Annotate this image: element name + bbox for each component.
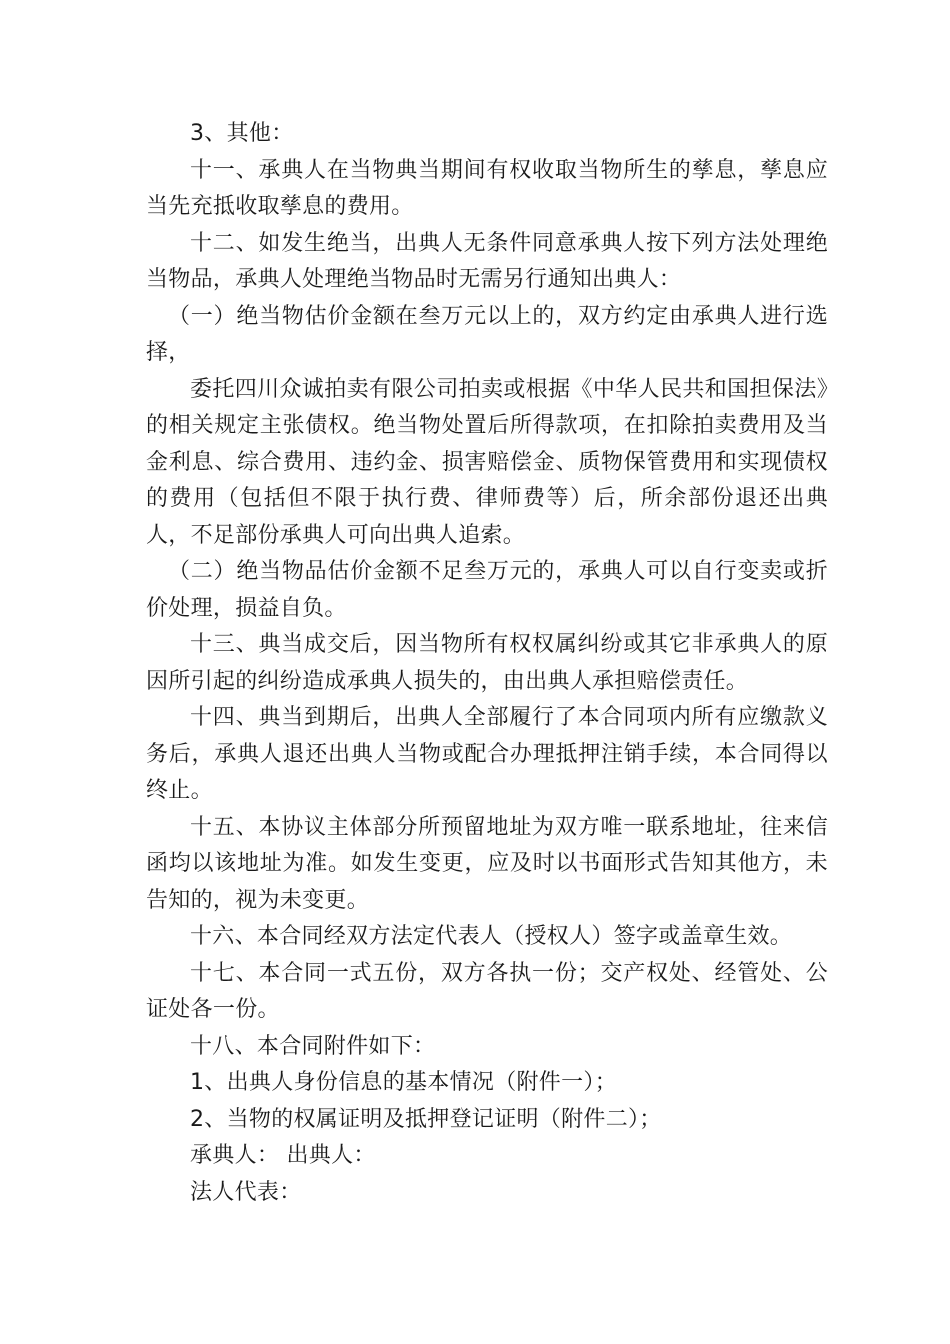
clause-13: 十三、典当成交后，因当物所有权权属纠纷或其它非承典人的原因所引起的纠纷造成承典人损失的，由出典人承担赔偿责任。: [146, 632, 828, 694]
clause-17: 十七、本合同一式五份，双方各执一份；交产权处、经管处、公证处各一份。: [146, 960, 828, 1022]
clause-11: 十一、承典人在当物典当期间有权收取当物所生的孳息，孳息应当先充抵收取孳息的费用。: [146, 157, 828, 219]
legal-representative: 法人代表：: [190, 1179, 302, 1205]
section-other-heading: 3、其他：: [190, 121, 294, 146]
clause-12-item-2: （二）绝当物品估价金额不足叁万元的，承典人可以自行变卖或折价处理，损益自负。: [146, 559, 828, 621]
signature-parties: 承典人： 出典人：: [190, 1143, 376, 1168]
clause-15: 十五、本协议主体部分所预留地址为双方唯一联系地址，往来信函均以该地址为准。如发生变更，应及时以书面形式告知其他方，未告知的，视为未变更。: [146, 814, 828, 913]
attachment-2: 2、当物的权属证明及抵押登记证明（附件二）；: [190, 1106, 662, 1132]
clause-16: 十六、本合同经双方法定代表人（授权人）签字或盖章生效。: [190, 924, 793, 949]
clause-12-item-1-detail: 委托四川众诚拍卖有限公司拍卖或根据《中华人民共和国担保法》的相关规定主张债权。绝当物处置后所得款项，在扣除拍卖费用及当金利息、综合费用、违约金、损害赔偿金、质物保管费用和实现债权的费用（包括但不限于执行费、律师费等）后，所余部份退还出典人，不足部份承典人可向出典人追索。: [146, 376, 828, 548]
clause-12: 十二、如发生绝当，出典人无条件同意承典人按下列方法处理绝当物品，承典人处理绝当物品时无需另行通知出典人：: [146, 230, 828, 292]
clause-12-item-1: （一）绝当物估价金额在叁万元以上的，双方约定由承典人进行选择，: [146, 303, 828, 365]
clause-18: 十八、本合同附件如下：: [190, 1033, 436, 1059]
document-page: [146, 116, 828, 1211]
clause-14: 十四、典当到期后，出典人全部履行了本合同项内所有应缴款义务后，承典人退还出典人当物或配合办理抵押注销手续，本合同得以终止。: [146, 705, 828, 803]
attachment-1: 1、出典人身份信息的基本情况（附件一）；: [190, 1070, 617, 1095]
